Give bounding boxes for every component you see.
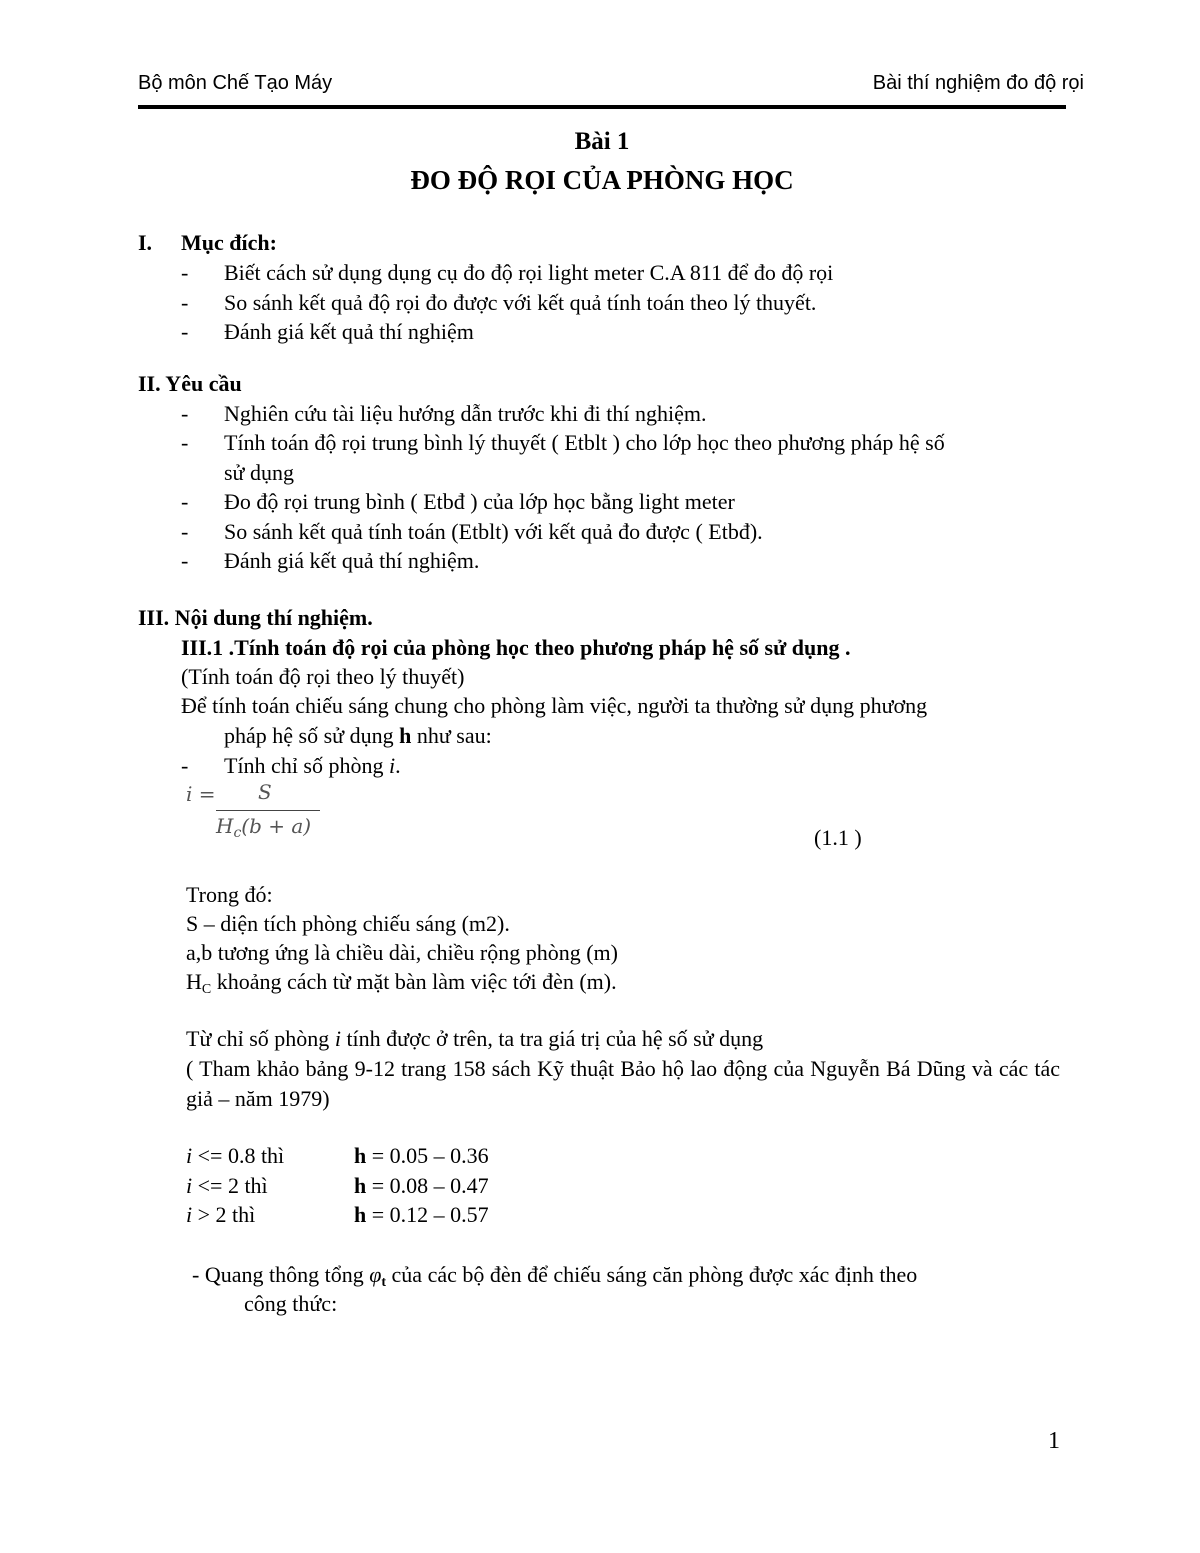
coefficient-row [186,1171,268,1201]
bullet-dash: - [181,430,189,455]
page-number: 1 [1048,1428,1060,1454]
section1-item: Đánh giá kết quả thí nghiệm [224,319,474,344]
lesson-title: Bài 1 [574,128,630,155]
bullet-dash: - [181,519,189,544]
section3-heading: III. Nội dung thí nghiệm. [138,605,373,630]
header-left: Bộ môn Chế Tạo Máy [138,72,333,94]
bullet-dash: - [181,753,189,778]
room-index-variable: i [334,1026,341,1051]
section2-item: Đánh giá kết quả thí nghiệm. [224,548,480,573]
bullet-text: Tính chỉ số phòng [224,753,389,778]
denominator-subscript: c [233,825,242,841]
formula-denominator [216,814,311,841]
row-variable: i [186,1173,193,1198]
section1-number: I. [138,230,153,255]
section2-item: Tính toán độ rọi trung bình lý thuyết ( Etblt ) cho lớp học theo phương pháp hệ số [224,430,945,455]
lookup-paragraph [186,1024,763,1054]
hc-symbol: H [186,969,202,994]
fraction-bar [216,810,320,811]
row-value: = 0.08 – 0.47 [366,1173,489,1198]
paragraph-text: như sau: [411,723,492,748]
reference-paragraph: ( Tham khảo bảng 9-12 trang 158 sách Kỹ thuật Bảo hộ lao động của Nguyễn Bá Dũng và các tác giả – năm 1979) [186,1056,1060,1111]
header-right: Bài thí nghiệm đo độ rọi [872,72,1084,94]
bullet-dash: - [181,401,189,426]
formula-numerator: S [258,780,272,804]
paragraph-text: pháp hệ số sử dụng [224,723,400,748]
section2-heading: II. Yêu cầu [138,371,242,396]
coefficient-row [186,1141,284,1171]
coefficient-symbol: h [399,723,412,748]
lookup-text: Từ chỉ số phòng [186,1026,335,1051]
section2-item: Nghiên cứu tài liệu hướng dẫn trước khi đi thí nghiệm. [224,401,707,426]
row-symbol: h [354,1202,367,1227]
section3-subheading: III.1 .Tính toán độ rọi của phòng học theo phương pháp hệ số sử dụng . [181,635,851,660]
room-index-variable: i [389,753,396,778]
coefficient-row [186,1200,255,1230]
row-value: = 0.12 – 0.57 [366,1202,489,1227]
flux-text: - Quang thông tổng [192,1262,370,1287]
section1-item: So sánh kết quả độ rọi đo được với kết quả tính toán theo lý thuyết. [224,290,817,315]
section1-heading: Mục đích: [181,230,277,255]
section2-item: So sánh kết quả tính toán (Etblt) với kết quả đo được ( Etbđ). [224,519,763,544]
section3-paragraph: Để tính toán chiếu sáng chung cho phòng làm việc, người ta thường sử dụng phương [181,693,928,718]
denominator-h: H [216,814,234,838]
hc-text: khoảng cách từ mặt bàn làm việc tới đèn (m). [211,969,617,994]
section2-item: Đo độ rọi trung bình ( Etbđ ) của lớp học bằng light meter [224,489,735,514]
definition-hc [186,967,617,1005]
coefficient-row-value [354,1141,489,1171]
bullet-dash: - [181,548,189,573]
row-condition: <= 0.8 thì [192,1143,285,1168]
flux-text: của các bộ đèn để chiếu sáng căn phòng được xác định theo [386,1262,918,1287]
flux-subscript: t [381,1275,387,1290]
room-index-bullet [224,751,401,781]
header-rule [138,105,1066,109]
coefficient-row-value [354,1171,489,1201]
definition-s: S – diện tích phòng chiếu sáng (m2). [186,911,510,936]
lookup-text: tính được ở trên, ta tra giá trị của hệ số sử dụng [340,1026,764,1051]
flux-paragraph-continued: công thức: [244,1291,338,1316]
denominator-rest: (b + a) [241,814,312,838]
row-condition: > 2 thì [192,1202,256,1227]
row-variable: i [186,1202,193,1227]
hc-subscript: C [201,982,212,997]
bullet-dash: - [181,290,189,315]
bullet-dash: - [181,489,189,514]
row-symbol: h [354,1143,367,1168]
bullet-dash: - [181,319,189,344]
formula-lhs: i = [186,782,216,806]
flux-symbol: φ [369,1262,382,1287]
section1-item: Biết cách sử dụng dụng cụ đo độ rọi light meter C.A 811 để đo độ rọi [224,260,834,285]
coefficient-row-value [354,1200,489,1230]
row-value: = 0.05 – 0.36 [366,1143,489,1168]
where-label: Trong đó: [186,882,273,907]
section3-paragraph-continued [224,721,492,751]
bullet-dash: - [181,260,189,285]
section2-item-continued: sử dụng [224,460,294,485]
row-condition: <= 2 thì [192,1173,268,1198]
section3-note: (Tính toán độ rọi theo lý thuyết) [181,664,465,689]
row-symbol: h [354,1173,367,1198]
row-variable: i [186,1143,193,1168]
document-title: ĐO ĐỘ RỌI CỦA PHÒNG HỌC [410,165,794,195]
formula-label: (1.1 ) [814,825,862,850]
definition-ab: a,b tương ứng là chiều dài, chiều rộng phòng (m) [186,940,618,965]
bullet-text: . [395,753,401,778]
